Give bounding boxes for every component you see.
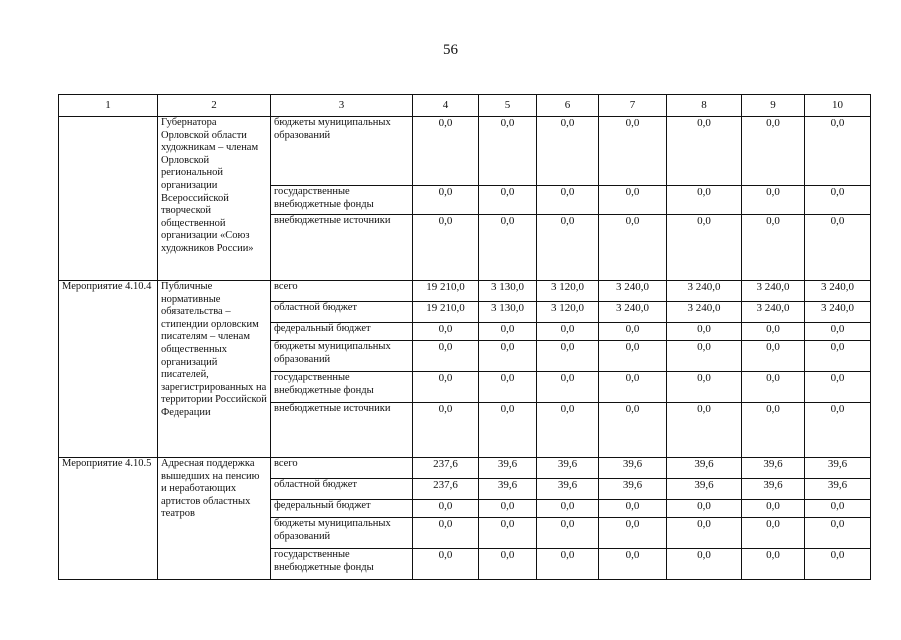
funding-source: государственные внебюджетные фонды — [271, 186, 413, 215]
amount-cell: 0,0 — [479, 403, 537, 458]
funding-source: государственные внебюджетные фонды — [271, 549, 413, 580]
amount-cell: 0,0 — [479, 341, 537, 372]
funding-source: бюджеты муниципальных образований — [271, 518, 413, 549]
amount-cell: 39,6 — [537, 458, 599, 479]
column-header: 2 — [158, 95, 271, 117]
amount-cell: 237,6 — [413, 458, 479, 479]
amount-cell: 0,0 — [479, 323, 537, 341]
amount-cell: 0,0 — [537, 323, 599, 341]
amount-cell: 237,6 — [413, 479, 479, 500]
amount-cell: 0,0 — [805, 403, 871, 458]
funding-source: федеральный бюджет — [271, 323, 413, 341]
amount-cell: 0,0 — [667, 500, 742, 518]
column-header: 3 — [271, 95, 413, 117]
column-header: 7 — [599, 95, 667, 117]
page-number: 56 — [443, 42, 458, 58]
amount-cell: 39,6 — [667, 479, 742, 500]
amount-cell: 0,0 — [413, 372, 479, 403]
amount-cell: 0,0 — [667, 186, 742, 215]
table-row — [59, 117, 871, 186]
amount-cell: 0,0 — [413, 500, 479, 518]
amount-cell: 0,0 — [599, 549, 667, 580]
column-header: 4 — [413, 95, 479, 117]
amount-cell: 3 240,0 — [805, 281, 871, 302]
amount-cell: 3 120,0 — [537, 281, 599, 302]
funding-source: бюджеты муниципальных образований — [271, 117, 413, 186]
amount-cell: 0,0 — [667, 518, 742, 549]
amount-cell: 3 240,0 — [667, 302, 742, 323]
amount-cell: 0,0 — [537, 403, 599, 458]
amount-cell: 0,0 — [413, 341, 479, 372]
measure-name: Публичные нормативные обязательства – стипендии орловским писателям – членам общественных организаций писателей, зарегистрированных на территории Российской Федерации — [158, 281, 271, 458]
amount-cell: 0,0 — [667, 549, 742, 580]
amount-cell: 0,0 — [805, 518, 871, 549]
funding-source: государственные внебюджетные фонды — [271, 372, 413, 403]
amount-cell: 0,0 — [805, 549, 871, 580]
amount-cell: 0,0 — [742, 341, 805, 372]
amount-cell: 0,0 — [537, 186, 599, 215]
amount-cell: 0,0 — [537, 372, 599, 403]
column-header: 9 — [742, 95, 805, 117]
amount-cell: 3 240,0 — [667, 281, 742, 302]
amount-cell: 0,0 — [599, 341, 667, 372]
amount-cell: 0,0 — [742, 403, 805, 458]
amount-cell: 0,0 — [599, 215, 667, 281]
funding-source: областной бюджет — [271, 479, 413, 500]
measure-label: Мероприятие 4.10.4 — [59, 281, 158, 458]
amount-cell: 0,0 — [667, 323, 742, 341]
amount-cell: 0,0 — [599, 186, 667, 215]
amount-cell: 39,6 — [742, 479, 805, 500]
amount-cell: 0,0 — [537, 117, 599, 186]
amount-cell: 3 240,0 — [599, 302, 667, 323]
amount-cell: 0,0 — [537, 341, 599, 372]
column-header: 8 — [667, 95, 742, 117]
amount-cell: 39,6 — [805, 458, 871, 479]
amount-cell: 0,0 — [413, 117, 479, 186]
amount-cell: 3 130,0 — [479, 302, 537, 323]
amount-cell: 0,0 — [479, 518, 537, 549]
amount-cell: 0,0 — [479, 372, 537, 403]
amount-cell: 0,0 — [413, 549, 479, 580]
funding-source: всего — [271, 458, 413, 479]
funding-source: областной бюджет — [271, 302, 413, 323]
amount-cell: 0,0 — [667, 403, 742, 458]
amount-cell: 39,6 — [742, 458, 805, 479]
amount-cell: 0,0 — [805, 500, 871, 518]
amount-cell: 39,6 — [599, 479, 667, 500]
amount-cell: 0,0 — [599, 518, 667, 549]
amount-cell: 0,0 — [742, 215, 805, 281]
amount-cell: 0,0 — [413, 186, 479, 215]
amount-cell: 0,0 — [599, 500, 667, 518]
amount-cell: 0,0 — [413, 323, 479, 341]
amount-cell: 3 120,0 — [537, 302, 599, 323]
amount-cell: 0,0 — [742, 372, 805, 403]
amount-cell: 0,0 — [413, 215, 479, 281]
amount-cell: 0,0 — [805, 215, 871, 281]
amount-cell: 0,0 — [742, 500, 805, 518]
amount-cell: 0,0 — [479, 215, 537, 281]
amount-cell: 0,0 — [805, 341, 871, 372]
funding-source: бюджеты муниципальных образований — [271, 341, 413, 372]
amount-cell: 3 240,0 — [742, 302, 805, 323]
amount-cell: 0,0 — [805, 186, 871, 215]
amount-cell: 39,6 — [479, 458, 537, 479]
measure-name: Адресная поддержка вышедших на пенсию и неработающих артистов областных театров — [158, 458, 271, 580]
amount-cell: 0,0 — [537, 518, 599, 549]
funding-source: федеральный бюджет — [271, 500, 413, 518]
amount-cell: 3 130,0 — [479, 281, 537, 302]
amount-cell: 19 210,0 — [413, 302, 479, 323]
amount-cell: 0,0 — [599, 323, 667, 341]
amount-cell: 3 240,0 — [805, 302, 871, 323]
funding-source: внебюджетные источники — [271, 215, 413, 281]
measure-name: Губернатора Орловской области художникам – членам Орловской региональной организации Всероссийской творческой общественной организации «Союз художников России» — [158, 117, 271, 281]
column-header: 5 — [479, 95, 537, 117]
amount-cell: 0,0 — [479, 549, 537, 580]
amount-cell: 39,6 — [599, 458, 667, 479]
amount-cell: 0,0 — [742, 117, 805, 186]
amount-cell: 0,0 — [805, 323, 871, 341]
amount-cell: 0,0 — [413, 403, 479, 458]
amount-cell: 0,0 — [667, 117, 742, 186]
amount-cell: 3 240,0 — [742, 281, 805, 302]
header-row — [59, 95, 871, 117]
amount-cell: 39,6 — [805, 479, 871, 500]
amount-cell: 39,6 — [479, 479, 537, 500]
amount-cell: 0,0 — [479, 500, 537, 518]
amount-cell: 0,0 — [805, 372, 871, 403]
measure-label: Мероприятие 4.10.5 — [59, 458, 158, 580]
amount-cell: 0,0 — [742, 549, 805, 580]
amount-cell: 0,0 — [479, 117, 537, 186]
budget-table — [58, 94, 871, 580]
amount-cell: 0,0 — [599, 372, 667, 403]
amount-cell: 0,0 — [667, 341, 742, 372]
table-row — [59, 458, 871, 479]
column-header: 10 — [805, 95, 871, 117]
table-row — [59, 281, 871, 302]
amount-cell: 39,6 — [667, 458, 742, 479]
amount-cell: 0,0 — [599, 403, 667, 458]
measure-label — [59, 117, 158, 281]
amount-cell: 0,0 — [537, 549, 599, 580]
amount-cell: 19 210,0 — [413, 281, 479, 302]
column-header: 6 — [537, 95, 599, 117]
amount-cell: 0,0 — [742, 323, 805, 341]
amount-cell: 0,0 — [413, 518, 479, 549]
amount-cell: 39,6 — [537, 479, 599, 500]
amount-cell: 0,0 — [667, 372, 742, 403]
amount-cell: 0,0 — [599, 117, 667, 186]
amount-cell: 0,0 — [742, 518, 805, 549]
amount-cell: 0,0 — [479, 186, 537, 215]
amount-cell: 0,0 — [537, 500, 599, 518]
amount-cell: 0,0 — [805, 117, 871, 186]
funding-source: внебюджетные источники — [271, 403, 413, 458]
funding-source: всего — [271, 281, 413, 302]
amount-cell: 0,0 — [537, 215, 599, 281]
amount-cell: 3 240,0 — [599, 281, 667, 302]
amount-cell: 0,0 — [667, 215, 742, 281]
amount-cell: 0,0 — [742, 186, 805, 215]
column-header: 1 — [59, 95, 158, 117]
